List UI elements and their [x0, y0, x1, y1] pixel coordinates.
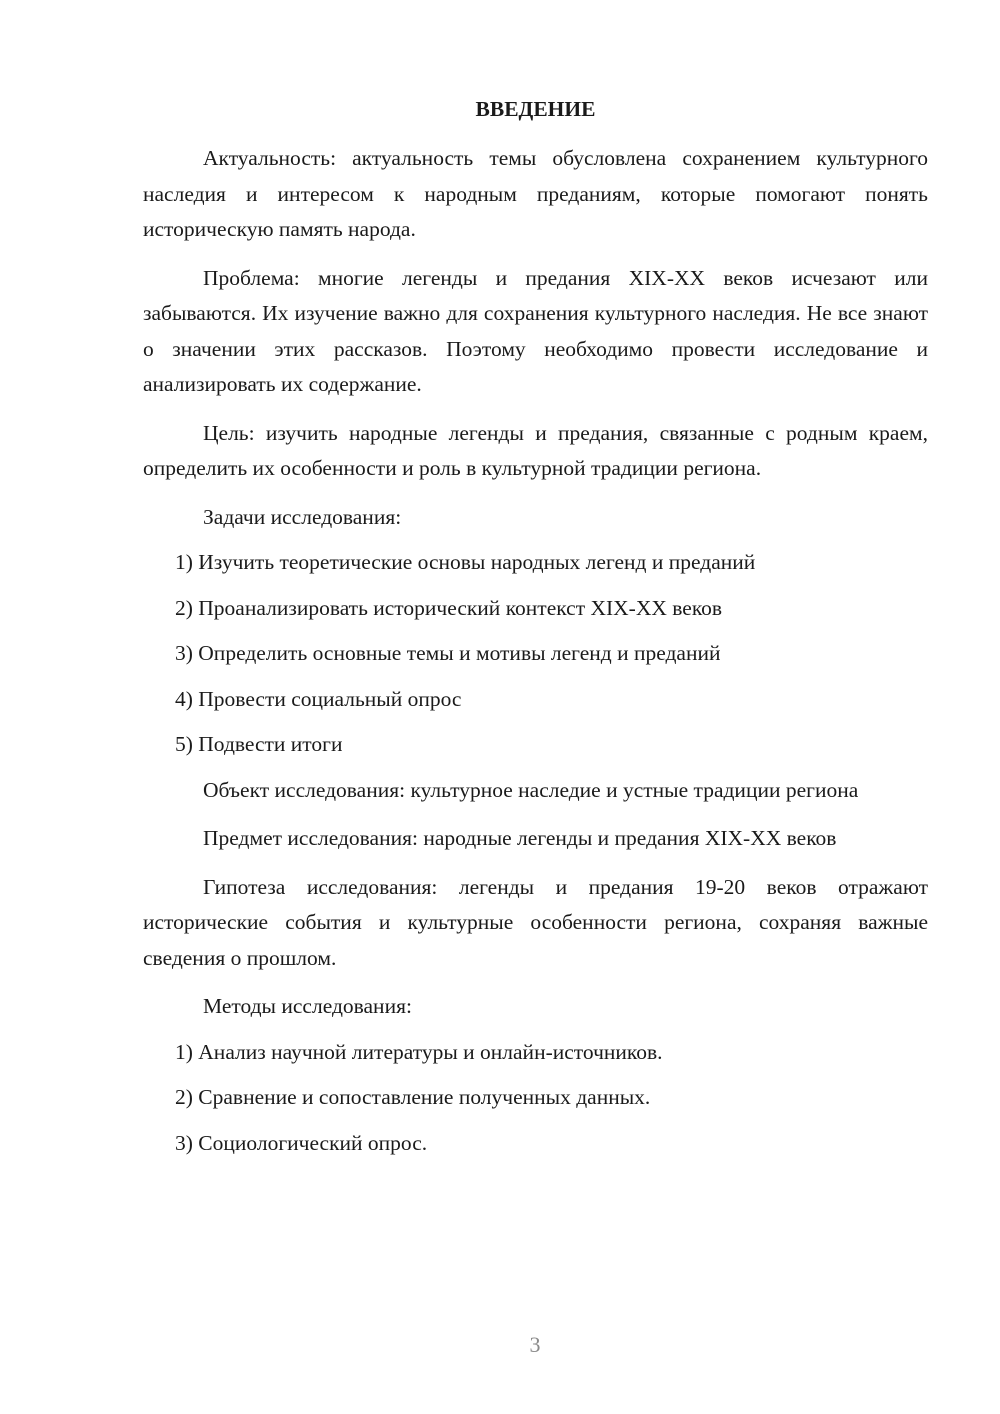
methods-title: Методы исследования: — [203, 994, 412, 1018]
document-page — [143, 92, 928, 1171]
goal-paragraph: Цель: изучить народные легенды и предания, связанные с родным краем, определить их особенности и роль в культурной традиции региона. — [143, 420, 928, 480]
page-title: ВВЕДЕНИЕ — [475, 97, 596, 121]
list-item: 1) Анализ научной литературы и онлайн-источников. — [175, 1039, 663, 1064]
page-number: 3 — [529, 1332, 541, 1357]
list-item: 2) Проанализировать исторический контекст XIX-XX веков — [175, 595, 723, 620]
list-item: 4) Провести социальный опрос — [175, 686, 462, 711]
relevance-paragraph: Актуальность: актуальность темы обусловлена сохранением культурного наследия и интересом к народным преданиям, которые помогают понять историческую память народа. — [143, 146, 928, 241]
list-item: 5) Подвести итоги — [175, 732, 343, 756]
list-item: 2) Сравнение и сопоставление полученных данных. — [175, 1085, 651, 1109]
object-paragraph: Объект исследования: культурное наследие и устные традиции региона — [203, 777, 859, 802]
subject-paragraph: Предмет исследования: народные легенды и предания XIX-XX веков — [203, 826, 837, 850]
tasks-title: Задачи исследования: — [203, 504, 402, 529]
hypothesis-paragraph: Гипотеза исследования: легенды и предания 19-20 веков отражают исторические события и культурные особенности региона, сохраняя важные сведения о прошлом. — [143, 874, 928, 970]
methods-list — [143, 1035, 928, 1162]
list-item: 3) Социологический опрос. — [175, 1130, 428, 1155]
list-item: 3) Определить основные темы и мотивы легенд и преданий — [175, 641, 721, 665]
list-item: 1) Изучить теоретические основы народных легенд и преданий — [175, 550, 756, 574]
tasks-list — [143, 545, 928, 763]
problem-paragraph: Проблема: многие легенды и предания XIX-XX веков исчезают или забываются. Их изучение важно для сохранения культурного наследия. Не все знают о значении этих рассказов. Поэтому необходимо провести исследование и анализировать их содержание. — [143, 265, 928, 396]
